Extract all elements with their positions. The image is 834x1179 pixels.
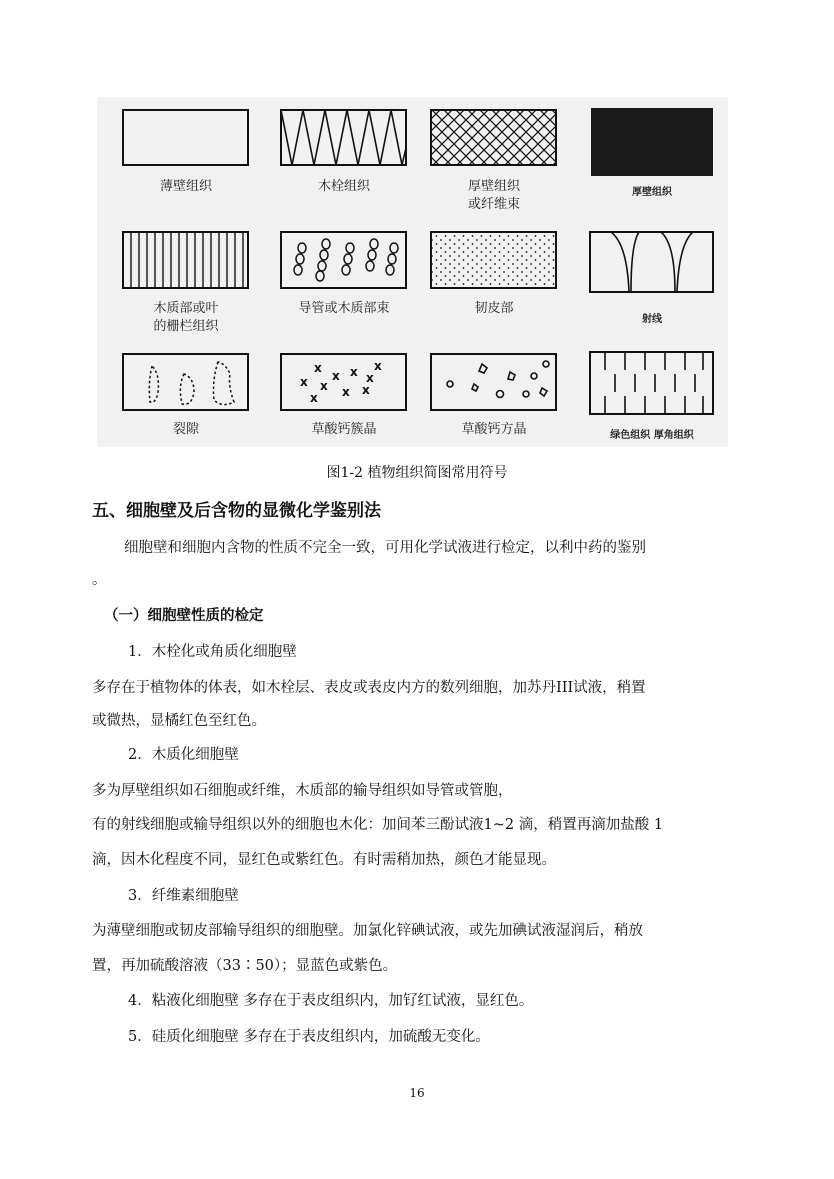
label-thick-wall-2: 或纤维束 <box>467 197 520 212</box>
figure-caption: 图1-2 植物组织简图常用符号 <box>326 465 508 481</box>
label-oxalate-cluster: 草酸钙簇晶 <box>311 422 377 437</box>
crack-symbol <box>122 352 250 414</box>
label-crack: 裂隙 <box>172 422 199 437</box>
svg-text:x: x <box>314 361 322 375</box>
item-1-line-2: 或微热，显橘红色至红色。 <box>92 713 266 729</box>
item-1-line-1: 多存在于植物体的体表，如木栓层、表皮或表皮内方的数列细胞，加苏丹III试液，稍置 <box>92 680 646 696</box>
label-thin-wall: 薄壁组织 <box>159 179 212 194</box>
label-xylem-2: 的栅栏组织 <box>153 319 219 334</box>
oxalate-square-symbol <box>430 352 558 414</box>
intro-line-2: 。 <box>92 572 107 588</box>
item-3-line-1: 为薄壁细胞或韧皮部输导组织的细胞壁。加氯化锌碘试液，或先加碘试液湿润后，稍放 <box>92 923 643 939</box>
label-cork: 木栓组织 <box>317 179 370 194</box>
collenchyma-symbol <box>589 350 715 422</box>
item-1-title: 1．木栓化或角质化细胞壁 <box>128 644 297 660</box>
svg-text:x: x <box>342 385 350 399</box>
svg-text:x: x <box>350 365 358 379</box>
item-2-line-1: 多为厚壁组织如石细胞或纤维，木质部的输导组织如导管或管胞， <box>92 783 513 799</box>
item-3-title: 3．纤维素细胞壁 <box>128 888 239 904</box>
ray-symbol <box>589 230 715 296</box>
label-thick-wall-1: 厚壁组织 <box>467 179 520 194</box>
label-ray: 射线 <box>642 314 662 325</box>
label-thick-wall-dark: 厚壁组织 <box>632 187 672 198</box>
thick-wall-dark-symbol <box>589 106 715 178</box>
oxalate-cluster-symbol <box>280 352 408 414</box>
svg-text:x: x <box>300 375 308 389</box>
label-vessel: 导管或木质部束 <box>298 301 390 316</box>
label-phloem: 韧皮部 <box>474 301 514 316</box>
section-heading: 五、细胞壁及后含物的显微化学鉴别法 <box>92 501 381 521</box>
svg-text:x: x <box>320 379 328 393</box>
label-oxalate-square: 草酸钙方晶 <box>461 422 527 437</box>
item-5: 5．硅质化细胞壁 多存在于表皮组织内，加硫酸无变化。 <box>128 1029 490 1045</box>
cork-symbol <box>280 108 408 168</box>
subsection-heading: （一）细胞壁性质的检定 <box>104 608 264 624</box>
item-3-line-2: 置，再加硫酸溶液（33∶50）；显蓝色或紫色。 <box>92 958 398 974</box>
vessel-symbol <box>280 230 408 292</box>
label-collenchyma: 绿色组织 厚角组织 <box>610 430 694 441</box>
label-xylem-1: 木质部或叶 <box>153 301 219 316</box>
svg-text:x: x <box>362 383 370 397</box>
phloem-symbol <box>430 230 558 292</box>
thin-wall-symbol <box>122 108 250 168</box>
svg-text:x: x <box>366 371 374 385</box>
intro-line-1: 细胞壁和细胞内含物的性质不完全一致，可用化学试液进行检定，以利中药的鉴别 <box>124 540 646 556</box>
item-2-line-2: 有的射线细胞或输导组织以外的细胞也木化：加间苯三酚试液1~2 滴，稍置再滴加盐酸 1 <box>92 817 664 833</box>
item-4: 4．粘液化细胞壁 多存在于表皮组织内，加钌红试液，显红色。 <box>128 993 534 1009</box>
page-number: 16 <box>409 1086 425 1100</box>
svg-text:x: x <box>332 369 340 383</box>
thick-wall-symbol <box>430 108 558 168</box>
xylem-symbol <box>122 230 250 292</box>
item-2-title: 2．木质化细胞壁 <box>128 747 239 763</box>
svg-text:x: x <box>310 391 318 405</box>
svg-text:x: x <box>374 359 382 373</box>
item-2-line-3: 滴，因木化程度不同，显红色或紫红色。有时需稍加热，颜色才能显现。 <box>92 852 556 868</box>
